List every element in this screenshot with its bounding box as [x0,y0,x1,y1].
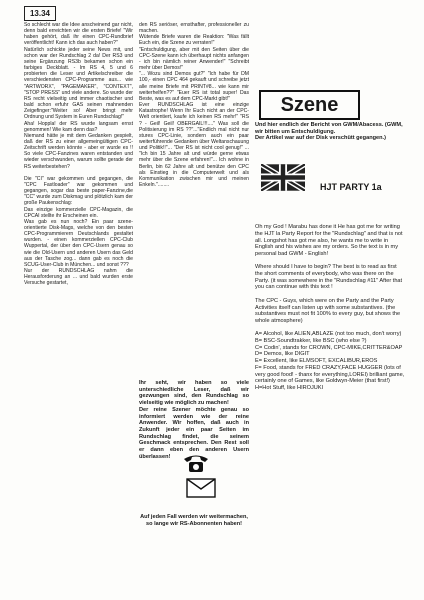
column-right [255,122,405,392]
telephone-icon [182,452,210,474]
paragraph-conclusion: Ihr seht, wir haben so viele unterschiedliche Leser, daß wir gezwungen sind, den Rundschlag so vielseitig wie möglich zu machen! Der reine Szener möchte genau so informiert werden wie der reine Anwender. Wir hoffen, daß auch in Zukunft jeder ein paar Seiten im Rundschlag findet, die seinem Geschmack entsprechen. Den Rest soll er dann eben den anderen Usern überlassen! [139,380,249,460]
column-middle [139,22,249,188]
section-header-szene: Szene [259,90,360,120]
conclusion-block [139,380,249,460]
paragraph-serious: den RS seriöser, ernsthafter, professioneller zu machen. Wütende Briefe waren die Reaktion: "Was fällt Euch ein, die Szene zu verraten!" "Entschuldigung, aber mit den Seiten über die CPC-Szene kann ich überhaupt nichts anfangen - ich bin nämlich reiner Anwender!" "Schreibt mehr über Demos!" "... Wozu sind Demos gut?" "Ich habe für DM 100,- einen CPC 464 gekauft und schreibe jetzt alle meine Briefe mit PRINT#8... wie kann mir weiterhelfen??" "Euer RS ist total super! Das Beste, was es auf dem CPC-Markt gibt!" Ever RUNDSCHLAG ist eine einzige Katastrophe! Wenn Ihr Euch nicht an der CPC-Welt orientiert, kaufe ich keinen RS mehr!" "RS ? - Geil! Geil! OBERGAIL!!!...." Was soll die Politisierung im RS ??"..."Endlich mal nicht nur stures CPC-Linie, sondern auch ein paar weiterführende Gedanken über Weltanschauung und Politik!!"... "Der RS ist nicht cool genug!" ... "Ich bin 15 Jahre alt und würde gerne etwas mehr über die Szene erfahren!"... Ich wohne in Berlin, bin 62 Jahre alt und benütze den CPC als Einstieg in die Computerwelt und als Kommunikation zwischen mir und meinen Enkeln."........ [139,22,249,189]
szene-lead: Und hier endlich der Bericht von GWM/Abacess. (GWM, wir bitten um Entschuldigung. Der Artikel war auf der Disk verschütt gegangen.) [255,122,403,142]
issue-number: 13.34 [24,6,56,21]
closing-statement: Auf jeden Fall werden wir weitermachen, so lange wir RS-Abonnenten haben! [140,514,248,527]
party-report-body: Oh my God ! Marabu has done it He has got me for writing the HJT la Party Report for the "Rundschlag" and that is not all. Longshot has got me also, he wants me to write in English and his wishes are my orders. So the text is in my personal bad GWM - English! Where should I have to begin? The best is to read as first the short comments of everybody, who was there on the Party. (it was somewhere in the "Rundschlag #11" After that you can continue with this text ! The CPC - Guys, which were on the Party and the Party Activities itself can listen up with some substantives. (the substantives must not fit 100% to every guy, but shows the whole atmosphere) A= Alcohol, like ALIEN,ABLAZE (not too much, don't worry) B= BSC-Soundtrakker, like BSC (who else ?) C= Codin', stands for CROWN, CPC-MIKE,CRITTER&OAP D= Demos, like DIGIT E= Excellent, like ELMSOFT, EXCALIBUR,EROS F= Food, stands for FRED CRAZY,FACE HUGGER (lots of very good food! - thanx for everything,LOREI) brilliant game, certainly one of Games, like Goldwyn-Meier (that first!) H=Hot Stuff, like HIROJUKI [255,224,405,391]
envelope-icon [186,478,216,498]
paragraph-ci: Die "CI" war gekommen und gegangen, die "CPC Fastloader" war gekommen und gegangen, sogar das beste paper-Fanzine,die "CC" wurde zum Diskmag und plötzlich kam der große Paukenschlag: Das einzige kommerzielle CPC-Magazin, die CPCAI stellte ihr Erscheinen ein. Was gab es nun noch? Ein paar szene-orientierte Disk-Mags, welche von den besten CPC-Programmierern Deutschlands gestaltet wurden. - einen kommerziellen CPC-Club Wuppertal, der über den CPC-Usern genau so wie die Old-Usern und anderen Usern das Geld aus der Tasche zog... dann gab es noch die SCUG-User-Club in München... und sonst ??? Nur der RUNDSCHLAG nahm die Herausforderung an ... und bald wurden erste Versuche gestartet, [24,175,133,287]
party-title: HJT PARTY 1a [320,182,382,192]
column-left [24,22,133,287]
paragraph-intro: So schlecht war die Idee anscheinend gar nicht, denn bald erreichten wir die ersten Briefe! "Wir haben gehört, daß ihr einen CPC-Rundbrief veröffentlicht! Kann ich das auch haben?" Natürlich schickte jeder seine News mit, und schon war der Rundschlag 2 da! Der RS3 und seine Ergänzung RS3b bekamen schon ein farbiges Deckblatt. - Im RS 4, 5 und 6 probierten die Leser und Artikelschreiber die verschiedensten CPC-Programme aus... wie "ARTWORX", "PAGEMAKER", "CONTEXT", "STOP PRESS" und viele andere. So wurde der RS recht vielseitig und immer chaotischer und bald schon erfuhr GAS seinen mahnenden Zeigefinger:"Weiter so! Aber bringt mehr Ordnung und System in Euren Rundschlag!" Aha! Hoppla! der RS wurde langsam ernst genommen! Wie kam denn das? Niemand hätte je mit dem Gedanken gespielt, daß der RS zu einer allgemeingültigen CPC-Zeitschrift werden könnte - aber er wurde es !! So viele CPC-Fanzines waren entstanden und wieder verschwunden, warum sollte gerade der RS weiterbestehen? [24,22,133,170]
